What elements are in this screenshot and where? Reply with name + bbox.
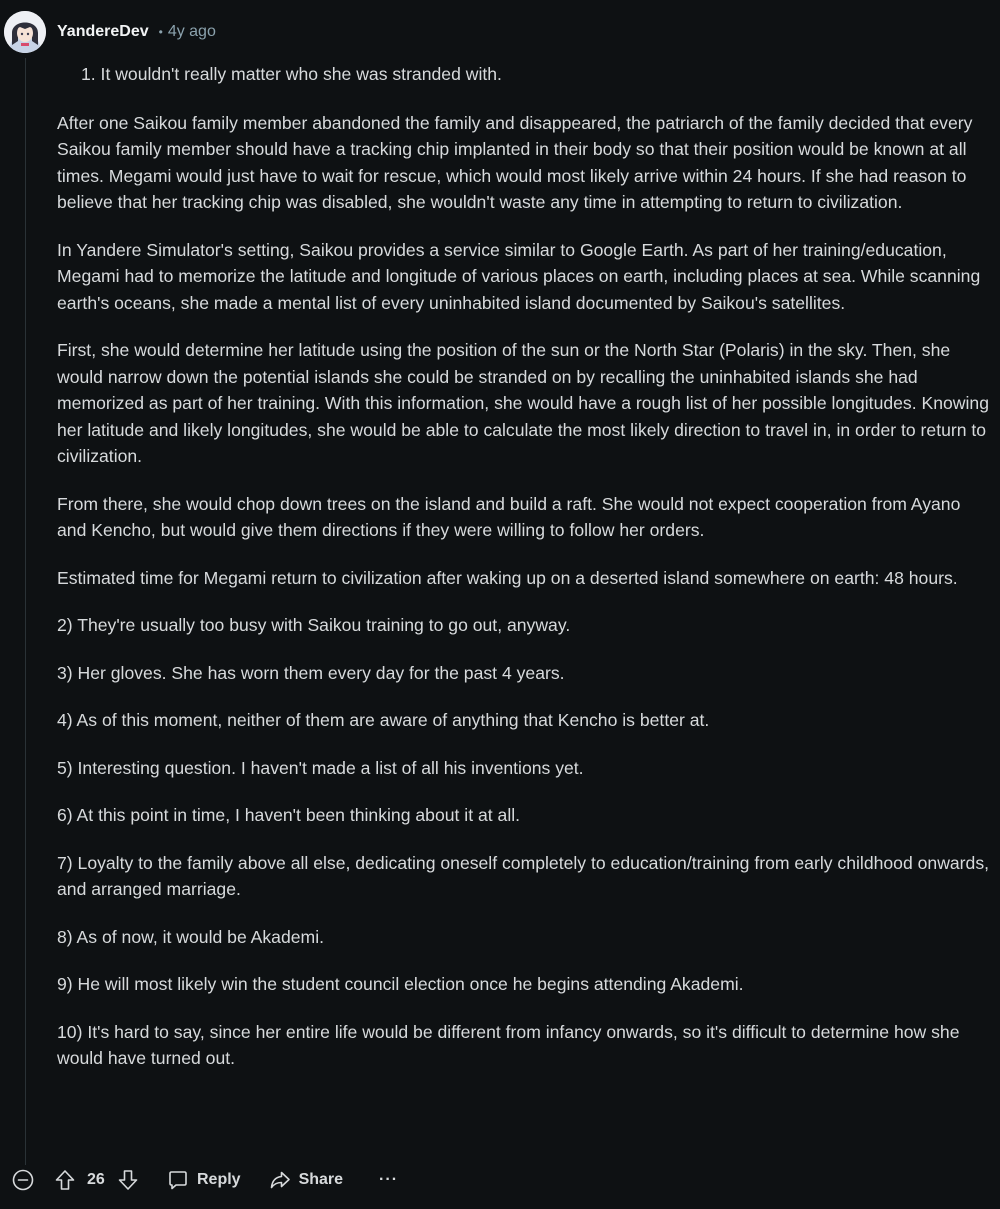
paragraph: 2) They're usually too busy with Saikou training to go out, anyway. (57, 615, 571, 635)
meta-separator: • (158, 25, 163, 39)
share-icon (269, 1169, 291, 1191)
avatar[interactable] (4, 11, 46, 53)
paragraph: First, she would determine her latitude using the position of the sun or the North Star (Polaris) in the sky. Then, she would narrow down the potential islands she could be stranded on by recalling the uninhabited islands she had memorized as part of her training. With this information, she would have a rough list of her possible longitudes. Knowing her latitude and likely longitudes, she would be able to calculate the most likely direction to travel in, in order to return to civilization. (57, 340, 994, 466)
reply-label: Reply (197, 1171, 241, 1188)
paragraph: From there, she would chop down trees on the island and build a raft. She would not expect cooperation from Ayano and Kencho, but would give them directions if they were willing to follow her orders. (57, 493, 966, 540)
paragraph: Estimated time for Megami return to civilization after waking up on a deserted island somewhere on earth: 48 hours. (57, 567, 958, 588)
vote-score: 26 (87, 1171, 105, 1188)
comment-body (57, 61, 993, 1093)
vote-group (54, 1169, 139, 1191)
paragraph: 10) It's hard to say, since her entire life would be different from infancy onwards, so it's difficult to determine how she would have turned out. (57, 1021, 965, 1068)
paragraph: 1. It wouldn't really matter who she was stranded with. (81, 64, 502, 84)
paragraph: 4) As of this moment, neither of them are aware of anything that Kencho is better at. (57, 710, 710, 730)
paragraph: 9) He will most likely win the student council election once he begins attending Akademi. (57, 974, 744, 994)
collapse-button[interactable] (12, 1169, 34, 1191)
author-name[interactable]: YandereDev (57, 23, 149, 40)
paragraph: 7) Loyalty to the family above all else, dedicating oneself completely to education/training from early childhood onwards, and arranged marriage. (57, 852, 994, 899)
paragraph: 6) At this point in time, I haven't been thinking about it at all. (57, 805, 521, 825)
downvote-button[interactable] (117, 1169, 139, 1191)
comment-bubble-icon (167, 1169, 189, 1191)
upvote-icon (54, 1169, 76, 1191)
paragraph: 8) As of now, it would be Akademi. (57, 926, 324, 947)
timestamp[interactable]: 4y ago (167, 23, 216, 40)
paragraph: 5) Interesting question. I haven't made a list of all his inventions yet. (57, 757, 584, 778)
share-button[interactable] (269, 1169, 343, 1191)
reply-button[interactable] (167, 1169, 241, 1191)
comment-actions (12, 1162, 398, 1198)
share-label: Share (298, 1171, 344, 1188)
downvote-icon (117, 1169, 139, 1191)
comment-header (4, 10, 216, 54)
more-options-button[interactable]: ··· (379, 1171, 399, 1188)
upvote-button[interactable] (54, 1169, 76, 1191)
thread-line[interactable] (25, 58, 26, 1165)
avatar-image (4, 11, 46, 53)
collapse-icon (12, 1169, 34, 1191)
paragraph: After one Saikou family member abandoned the family and disappeared, the patriarch of the family decided that every Saikou family member should have a tracking chip implanted in their body so that their position would be known at all times. Megami would just have to wait for rescue, which would most likely arrive within 24 hours. If she had reason to believe that her tracking chip was disabled, she wouldn't waste any time in attempting to return to civilization. (57, 112, 978, 212)
paragraph: 3) Her gloves. She has worn them every day for the past 4 years. (57, 662, 565, 683)
paragraph: In Yandere Simulator's setting, Saikou provides a service similar to Google Earth. As part of her training/education, Megami had to memorize the latitude and longitude of various places on earth, including places at sea. While scanning earth's oceans, she made a mental list of every uninhabited island documented by Saikou's satellites. (57, 239, 986, 313)
